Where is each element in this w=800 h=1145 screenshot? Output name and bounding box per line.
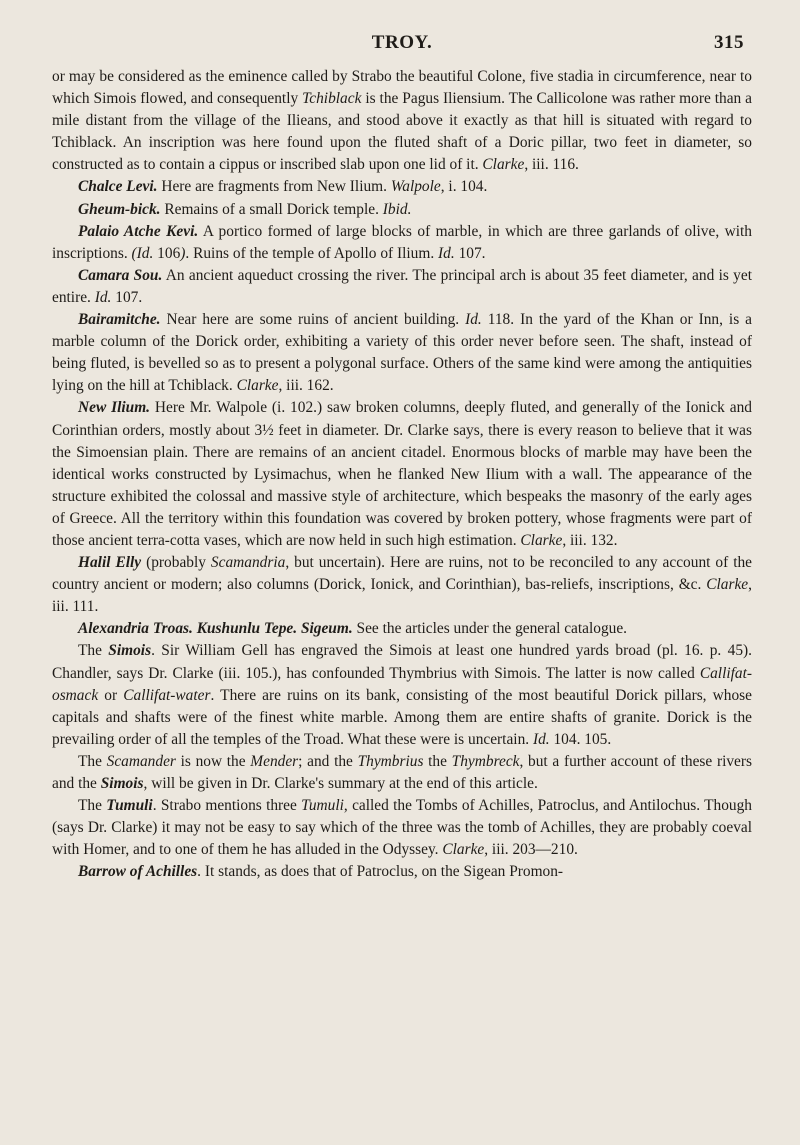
text-run: the [423, 752, 452, 770]
italic-text: Clarke [236, 377, 279, 395]
paragraph [52, 199, 752, 221]
italic-text: Clarke [442, 841, 485, 859]
text-run: or may be considered as the eminence called by Strabo the beautiful Colone, five stadia in circumference, near to which Simois flowed, and consequently [52, 68, 752, 108]
italic-text: Clarke [706, 576, 749, 594]
entry-keyword: Simois [100, 775, 144, 792]
text-run: . Ruins of the temple of Apollo of Ilium. [185, 244, 439, 262]
italic-text: Id. [94, 288, 112, 306]
entry-keyword: Palaio Atche Kevi. [78, 222, 199, 240]
text-run: , iii. 132. [562, 531, 618, 549]
text-run: ; and the [298, 752, 358, 770]
italic-text: Thymbrius [357, 752, 424, 770]
paragraph [52, 795, 752, 861]
text-run: Near here are some ruins of ancient building. [160, 311, 466, 329]
paragraph [52, 221, 752, 265]
text-run: 118. In the yard of the Khan or Inn, is a marble column of the Dorick order, exhibiting a variety of this order never before seen. The shaft, instead of being fluted, is bevelled so as to present a polygonal surface. Others of the same kind were among the antiquities lying on the hill at Tchiblack. [52, 311, 752, 395]
entry-keyword: Barrow of Achilles [78, 863, 198, 881]
italic-text: Callifat-water [123, 686, 211, 704]
text-run: . Strabo mentions three [152, 797, 302, 815]
page-number: 315 [714, 32, 744, 53]
entry-keyword: Camara Sou. [78, 266, 163, 284]
italic-text: Mender [250, 752, 299, 770]
text-run: , i. 104. [440, 178, 488, 196]
text-run: is the Pagus Iliensium. The Callicolone was rather more than a mile distant from the village of the Ilieans, and stood above it exactly as that hill is situated with regard to Tchiblack. An inscription was here found upon the fluted shaft of a Doric pillar, two feet in diameter, so constructed as to contain a cippus or inscribed slab upon one lid of it. [52, 90, 752, 174]
text-run: The [78, 752, 107, 770]
page-header [52, 28, 752, 66]
italic-text: Scamandria [210, 554, 286, 572]
text-run: Here are fragments from New Ilium. [157, 178, 391, 196]
entry-keyword: Bairamitche. [78, 311, 161, 329]
entry-keyword: New Ilium. [78, 399, 151, 417]
italic-text: ) [180, 244, 186, 262]
italic-text: Id. [532, 730, 550, 748]
italic-text: Clarke [520, 531, 563, 549]
text-run: A portico formed of large blocks of marble, in which are three garlands of olive, with inscriptions. [52, 222, 752, 262]
paragraph [52, 66, 752, 176]
text-run: , iii. 162. [278, 377, 334, 395]
paragraph [52, 397, 752, 552]
text-run: 104. 105. [549, 730, 612, 748]
paragraph [52, 552, 752, 618]
italic-text: (Id. [131, 244, 154, 262]
italic-text: Tchiblack [302, 90, 362, 108]
entry-keyword: Alexandria Troas. Kushunlu Tepe. Sigeum. [78, 620, 353, 638]
italic-text: Ibid. [382, 200, 412, 218]
paragraph [52, 751, 752, 795]
italic-text: Id. [438, 244, 455, 262]
text-run: (probably [141, 554, 211, 572]
text-run: 107. [111, 288, 143, 306]
text-run: . It stands, as does that of Patroclus, on the Sigean Promon- [197, 863, 564, 881]
text-run: An ancient aqueduct crossing the river. The principal arch is about 35 feet diameter, and is yet entire. [52, 266, 752, 306]
italic-text: Id. [465, 311, 482, 329]
entry-keyword: Tumuli [106, 797, 153, 815]
italic-text: Callifat-osmack [52, 664, 752, 704]
running-title: TROY. [371, 32, 433, 53]
text-run: , iii. 116. [524, 156, 579, 174]
paragraph [52, 618, 752, 640]
italic-text: Thymbreck [451, 752, 520, 770]
entry-keyword: Halil Elly [78, 554, 142, 572]
entry-keyword: Simois [108, 642, 152, 660]
text-run: The [78, 797, 107, 815]
paragraph [52, 265, 752, 309]
text-run: , iii. 203—210. [484, 841, 578, 859]
text-run: . Sir William Gell has engraved the Simois at least one hundred yards broad (pl. 16. p. 45). Chandler, says Dr. Clarke (iii. 105.), has confounded Thymbrius with Simois. The latter is now called [52, 642, 752, 682]
paragraph [52, 176, 752, 198]
text-run: , but a further account of these rivers and the [52, 752, 752, 792]
text-run: Remains of a small Dorick temple. [160, 200, 383, 218]
text-run: , but uncertain). Here are ruins, not to be reconciled to any account of the country ancient or modern; also columns (Dorick, Ionick, and Corinthian), bas-reliefs, inscriptions, &c. [52, 554, 752, 594]
paragraph [52, 861, 752, 883]
text-run: , will be given in Dr. Clarke's summary at the end of this article. [143, 775, 538, 792]
text-run: See the articles under the general catalogue. [352, 620, 628, 638]
text-run: . There are ruins on its bank, consisting of the most beautiful Dorick pillars, whose capitals and shafts were of the finest white marble. Among them are entire shafts of granite. Dorick is the prevailing order of all the temples of the Troad. What these were is uncertain. [52, 686, 752, 748]
text-run: or [98, 686, 124, 704]
body-text [52, 66, 752, 883]
text-run: Here Mr. Walpole (i. 102.) saw broken columns, deeply fluted, and generally of the Ionick and Corinthian orders, mostly about 3½ feet in diameter. Dr. Clarke says, there is every reason to believe that it was the Simoensian plain. There are remains of an ancient citadel. Enormous blocks of marble may have been the identical works constructed by Lysimachus, when he flanked New Ilium with a wall. The appearance of the structure exhibited the colossal and massive style of architecture, which bespeaks the masonry of the early ages of Greece. All the territory within this foundation was covered by broken pottery, whose fragments were part of those ancient terra-cotta vases, which are now held in such high estimation. [52, 399, 752, 549]
text-run: , iii. 111. [52, 576, 752, 616]
italic-text: Tumuli [301, 797, 344, 815]
entry-keyword: Gheum-bick. [78, 200, 161, 218]
italic-text: Scamander [106, 752, 176, 770]
text-run: , called the Tombs of Achilles, Patroclus, and Antilochus. Though (says Dr. Clarke) it may not be easy to say which of the three was the tomb of Achilles, they are probably coeval with Homer, and to one of them he has alluded in the Odyssey. [52, 797, 752, 859]
italic-text: Clarke [482, 156, 525, 174]
entry-keyword: Chalce Levi. [78, 178, 158, 196]
paragraph [52, 640, 752, 750]
text-run: is now the [175, 752, 251, 770]
text-run: 107. [454, 244, 486, 262]
paragraph [52, 309, 752, 397]
text-run: The [78, 642, 109, 660]
italic-text: Walpole [390, 178, 441, 196]
text-run: 106 [153, 244, 181, 262]
